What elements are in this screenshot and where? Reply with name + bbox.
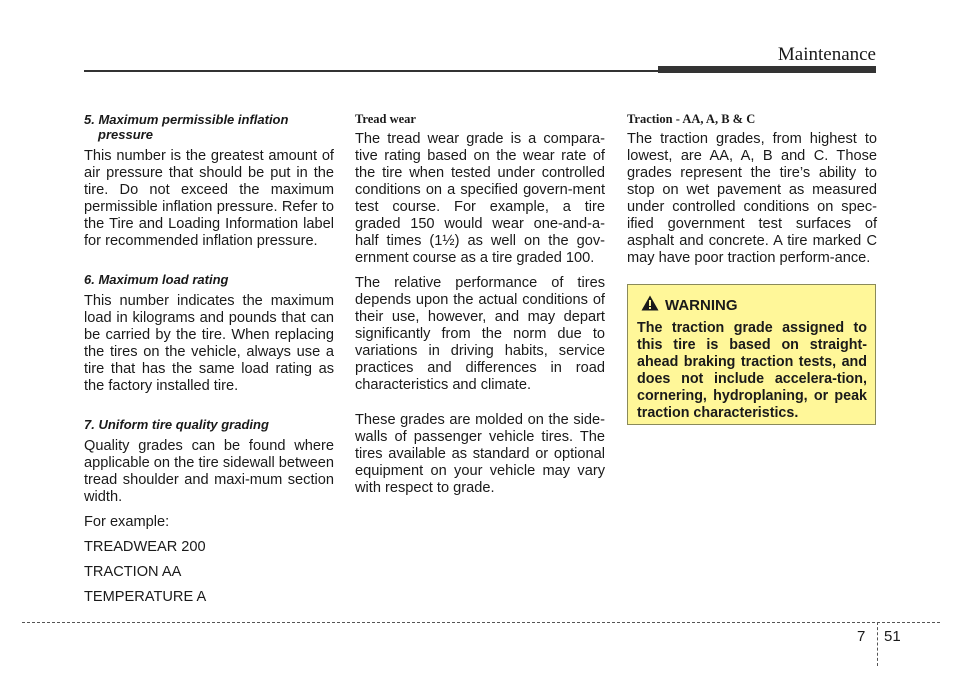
left-column [84, 112, 334, 614]
example-label: For example: [84, 514, 170, 530]
warning-text: The traction grade assigned to this tire is based on straight-ahead braking traction tests, and does not include accelera-tion, cornering, hydroplaning, or peak traction characteristics. [637, 320, 867, 421]
header-rule-thin [84, 70, 658, 72]
section-6-body: This number indicates the maximum load in kilograms and pounds that can be carried by the tire. When replacing the tires on the vehicle, always use a tire that has the same load rating as the factory installed tire. [84, 293, 334, 394]
warning-box [627, 284, 876, 425]
tread-wear-para-1: The tread wear grade is a compara-tive rating based on the wear rate of the tire when tested under controlled conditions on a specified govern-ment test course. For example, a tire graded 150 would wear one-and-a-half times (1½) as well on the gov-ernment course as a tire graded 100. [355, 131, 605, 266]
page-number-separator [877, 622, 878, 666]
page-number: 51 [884, 628, 901, 645]
section-5-heading: 5. Maximum permissible inflation pressure [84, 112, 289, 142]
middle-column [355, 112, 605, 505]
example-line: TEMPERATURE A [84, 589, 207, 605]
warning-title: WARNING [665, 297, 738, 314]
tread-wear-heading: Tread wear [355, 112, 416, 126]
footer-rule [22, 622, 940, 623]
traction-para-1: The traction grades, from highest to lowest, are AA, A, B and C. Those grades represent the tire’s ability to stop on wet pavement as measured under controlled conditions on spec-ified government test surfaces of asphalt and concrete. A tire marked C may have poor traction perform-ance. [627, 131, 877, 266]
section-5-body: This number is the greatest amount of air pressure that should be put in the tire. Do not exceed the maximum permissible inflation pressure. Refer to the Tire and Loading Information label for recommended inflation pressure. [84, 148, 334, 249]
section-7-heading: 7. Uniform tire quality grading [84, 417, 269, 432]
chapter-number: 7 [857, 628, 866, 645]
header-rule-thick [658, 66, 876, 73]
warning-title-row [637, 295, 867, 316]
example-line: TREADWEAR 200 [84, 539, 206, 555]
tread-wear-para-2: The relative performance of tires depends upon the actual conditions of their use, however, and may depart significantly from the norm due to variations in driving habits, service practices and differences in road characteristics and climate. [355, 275, 605, 393]
tread-wear-para-3: These grades are molded on the side-walls of passenger vehicle tires. The tires available as standard or optional equipment on your vehicle may vary with respect to grade. [355, 412, 605, 496]
traction-heading: Traction - AA, A, B & C [627, 112, 756, 126]
warning-triangle-icon [641, 295, 659, 316]
section-6-heading: 6. Maximum load rating [84, 272, 229, 287]
right-column [627, 112, 877, 275]
page-section-title: Maintenance [777, 44, 876, 65]
section-7-body: Quality grades can be found where applicable on the tire sidewall between tread shoulder and maxi-mum section width. [84, 438, 334, 505]
example-line: TRACTION AA [84, 564, 182, 580]
